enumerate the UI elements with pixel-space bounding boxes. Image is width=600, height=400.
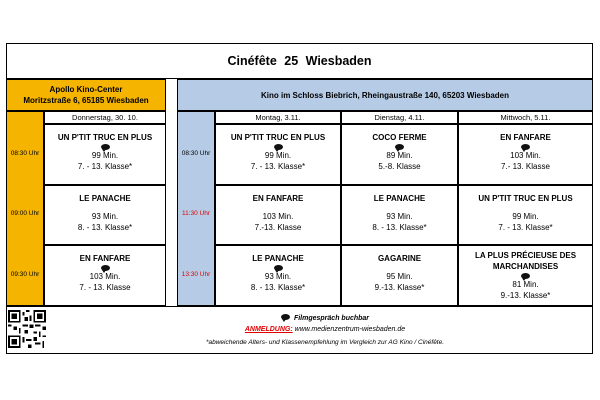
screening-cell (458, 245, 593, 306)
speech-bubble-icon (101, 265, 110, 271)
time-label: 08:30 Uhr (10, 150, 40, 157)
film-title: EN FANFARE (500, 133, 551, 142)
time-label: 08:30 Uhr (181, 150, 211, 157)
film-classes: 7.-13. Klasse (254, 223, 302, 232)
screening-cell (341, 185, 458, 245)
film-classes: 7. - 13. Klasse* (77, 162, 133, 171)
speech-bubble-icon (521, 144, 530, 150)
day-header-montag: Montag, 3.11. (215, 111, 341, 124)
venue-apollo-header (6, 79, 166, 111)
film-classes: 7. - 13. Klasse* (498, 223, 553, 232)
time-label: 09:00 Uhr (10, 210, 40, 217)
film-classes: 5.-8. Klasse (378, 162, 421, 171)
film-classes: 7.- 13. Klasse (501, 162, 550, 171)
film-duration: 93 Min. (91, 212, 119, 221)
film-title: EN FANFARE (252, 194, 304, 203)
footer-filmgespraech (60, 313, 590, 322)
day-header-donnerstag: Donnerstag, 30. 10. (44, 111, 166, 124)
day-header-dienstag: Dienstag, 4.11. (341, 111, 458, 124)
time-label: 09:30 Uhr (10, 271, 40, 278)
day-header-mittwoch: Mittwoch, 5.11. (458, 111, 593, 124)
film-duration: 93 Min. (386, 212, 413, 221)
film-title: UN P'TIT TRUC EN PLUS (230, 133, 326, 142)
screening-cell (44, 124, 166, 185)
film-duration: 89 Min. (386, 151, 413, 160)
anmeldung-label: ANMELDUNG: (244, 326, 293, 333)
screening-cell (341, 124, 458, 185)
film-classes: 7. - 13. Klasse (79, 283, 131, 292)
film-title: COCO FERME (372, 133, 427, 142)
film-title: LE PANACHE (373, 194, 426, 203)
film-duration: 99 Min. (512, 212, 539, 221)
film-title: GAGARINE (377, 254, 422, 263)
film-duration: 103 Min. (89, 272, 121, 281)
page-title: Cinéfête 25 Wiesbaden (6, 43, 593, 79)
screening-cell (458, 185, 593, 245)
film-title: LE PANACHE (79, 194, 131, 203)
film-classes: 7. - 13. Klasse* (250, 162, 306, 171)
screening-cell (341, 245, 458, 306)
film-duration: 103 Min. (510, 151, 541, 160)
qr-code-icon[interactable] (8, 310, 46, 348)
film-classes: 8. - 13. Klasse* (250, 283, 306, 292)
footer-note: *abweichende Alters- und Klassenempfehlung im Vergleich zur AG Kino / Cinéfête. (205, 339, 445, 346)
film-title: UN P'TIT TRUC EN PLUS (57, 133, 153, 142)
film-duration: 99 Min. (91, 151, 119, 160)
time-label-highlight: 11:30 Uhr (181, 210, 211, 217)
speech-bubble-icon (274, 144, 283, 150)
film-duration: 99 Min. (264, 151, 292, 160)
film-title: LA PLUS PRÉCIEUSE DES MARCHANDISES (474, 251, 577, 271)
film-classes: 9.-13. Klasse* (374, 283, 425, 292)
venue-apollo-name: Apollo Kino-Center (49, 85, 123, 94)
film-duration: 81 Min. (512, 280, 539, 289)
film-duration: 95 Min. (386, 272, 413, 281)
film-duration: 103 Min. (262, 212, 294, 221)
film-title: EN FANFARE (79, 254, 131, 263)
venue-biebrich-header (177, 79, 593, 111)
speech-bubble-icon (281, 314, 290, 320)
speech-bubble-icon (521, 273, 530, 279)
screening-cell (215, 124, 341, 185)
anmeldung-link[interactable]: www.medienzentrum-wiesbaden.de (294, 326, 406, 333)
film-classes: 8. - 13. Klasse* (77, 223, 133, 232)
screening-cell (44, 245, 166, 306)
film-title: UN P'TIT TRUC EN PLUS (478, 194, 573, 203)
screening-cell (215, 185, 341, 245)
venue-biebrich-name: Kino im Schloss Biebrich, Rheingaustraße 140, 65203 Wiesbaden (260, 90, 509, 100)
film-classes: 8. - 13. Klasse* (372, 223, 427, 232)
film-title: LE PANACHE (252, 254, 304, 263)
screening-cell (44, 185, 166, 245)
venue-apollo-address: Moritzstraße 6, 65185 Wiesbaden (23, 96, 149, 105)
film-classes: 9.-13. Klasse* (500, 291, 551, 300)
film-duration: 93 Min. (264, 272, 292, 281)
time-label-highlight: 13:30 Uhr (181, 271, 211, 278)
footer-anmeldung (60, 326, 590, 333)
filmgespraech-text: Filmgespräch buchbar (293, 315, 370, 322)
speech-bubble-icon (274, 265, 283, 271)
speech-bubble-icon (101, 144, 110, 150)
screening-cell (458, 124, 593, 185)
screening-cell (215, 245, 341, 306)
speech-bubble-icon (395, 144, 404, 150)
